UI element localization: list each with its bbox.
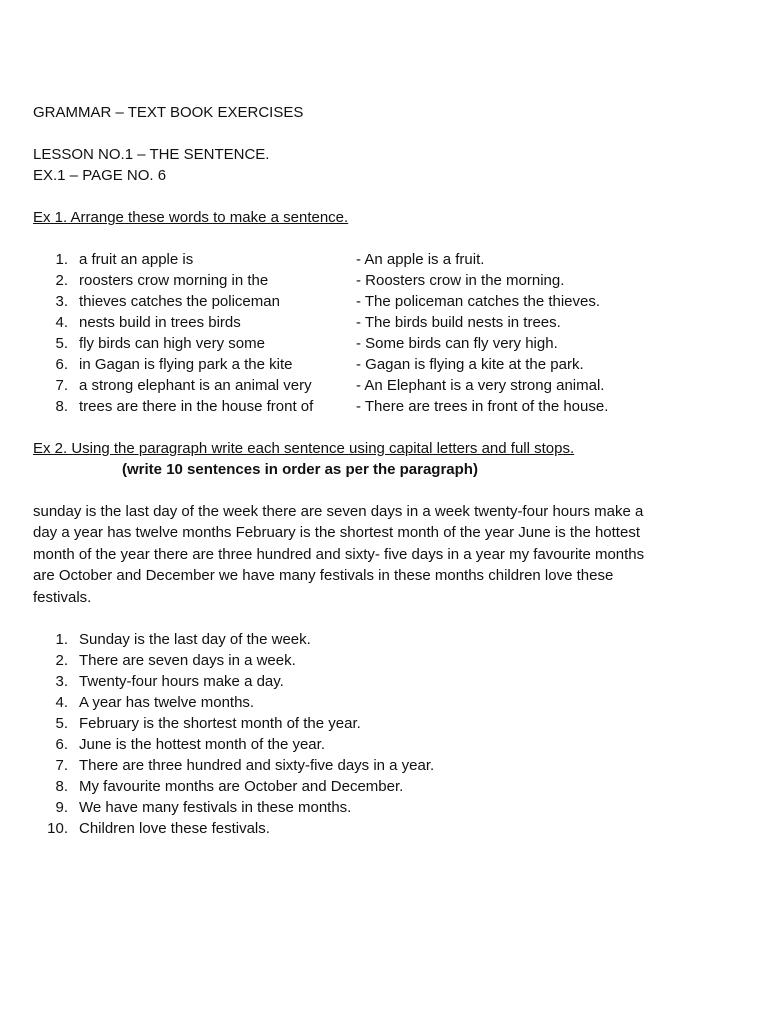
answer-sentence: My favourite months are October and December.	[79, 778, 404, 796]
paragraph-line: sunday is the last day of the week there are seven days in a week twenty-four hours make a	[33, 503, 644, 520]
item-number: 4.	[55, 314, 68, 331]
answer-sentence: Sunday is the last day of the week.	[79, 631, 311, 649]
item-number: 9.	[55, 799, 68, 817]
item-number: 2.	[55, 652, 68, 670]
ex1-item	[33, 270, 733, 291]
ex2-answer-item	[33, 776, 733, 797]
item-number: 6.	[55, 736, 68, 754]
ex2-subheading: (write 10 sentences in order as per the paragraph)	[122, 461, 478, 478]
ex2-answer-item	[33, 692, 733, 713]
ex2-paragraph	[33, 501, 643, 608]
paragraph-line: are October and December we have many festivals in these months children love these	[33, 567, 614, 585]
spacer	[33, 417, 733, 438]
jumbled-words: a strong elephant is an animal very	[79, 377, 312, 394]
spacer	[33, 480, 733, 501]
ex2-answer-item	[33, 713, 733, 734]
arranged-sentence: - The birds build nests in trees.	[356, 314, 561, 331]
ex2-answer-item	[33, 650, 733, 671]
answer-sentence: There are seven days in a week.	[79, 652, 296, 670]
item-number: 7.	[55, 757, 68, 775]
document-title: GRAMMAR – TEXT BOOK EXERCISES	[33, 104, 304, 121]
ex1-item	[33, 312, 733, 333]
item-number: 4.	[55, 694, 68, 712]
answer-sentence: Children love these festivals.	[79, 820, 270, 838]
item-number: 10.	[47, 820, 68, 838]
spacer	[33, 186, 733, 207]
arranged-sentence: - Some birds can fly very high.	[356, 335, 558, 352]
exercise-reference: EX.1 – PAGE NO. 6	[33, 167, 167, 184]
jumbled-words: fly birds can high very some	[79, 335, 265, 352]
item-number: 3.	[55, 673, 68, 691]
jumbled-words: in Gagan is flying park a the kite	[79, 356, 293, 373]
ex2-heading: Ex 2. Using the paragraph write each sentence using capital letters and full stops.	[33, 440, 575, 457]
item-number: 1.	[55, 631, 68, 649]
ex1-item	[33, 333, 733, 354]
jumbled-words: nests build in trees birds	[79, 314, 241, 331]
spacer	[33, 228, 733, 249]
ex2-answer-item	[33, 671, 733, 692]
ex1-list	[33, 249, 733, 417]
item-number: 2.	[55, 272, 68, 289]
arranged-sentence: - There are trees in front of the house.	[356, 398, 609, 415]
jumbled-words: thieves catches the policeman	[79, 293, 280, 310]
paragraph-line: day a year has twelve months February is the shortest month of the year June is the hottest	[33, 524, 640, 542]
ex2-answer-item	[33, 797, 733, 818]
jumbled-words: trees are there in the house front of	[79, 398, 314, 415]
paragraph-line: festivals.	[33, 588, 92, 606]
ex2-answer-item	[33, 755, 733, 776]
item-number: 8.	[55, 398, 68, 415]
ex1-item	[33, 375, 733, 396]
answer-sentence: There are three hundred and sixty-five days in a year.	[79, 757, 435, 775]
jumbled-words: roosters crow morning in the	[79, 272, 269, 289]
item-number: 7.	[55, 377, 68, 394]
item-number: 1.	[55, 251, 68, 268]
ex1-item	[33, 354, 733, 375]
answer-sentence: February is the shortest month of the year.	[79, 715, 361, 733]
item-number: 5.	[55, 715, 68, 733]
ex1-item	[33, 291, 733, 312]
answer-sentence: A year has twelve months.	[79, 694, 255, 712]
ex2-answer-item	[33, 629, 733, 650]
lesson-title: LESSON NO.1 – THE SENTENCE.	[33, 146, 270, 163]
ex1-item	[33, 396, 733, 417]
ex2-answer-item	[33, 818, 733, 839]
item-number: 5.	[55, 335, 68, 352]
arranged-sentence: - The policeman catches the thieves.	[356, 293, 601, 310]
ex1-heading: Ex 1. Arrange these words to make a sentence.	[33, 209, 349, 226]
answer-sentence: June is the hottest month of the year.	[79, 736, 325, 754]
answer-sentence: We have many festivals in these months.	[79, 799, 352, 817]
item-number: 6.	[55, 356, 68, 373]
document-page	[33, 102, 733, 839]
ex1-item	[33, 249, 733, 270]
arranged-sentence: - An Elephant is a very strong animal.	[356, 377, 605, 394]
jumbled-words: a fruit an apple is	[79, 251, 194, 268]
arranged-sentence: - Roosters crow in the morning.	[356, 272, 565, 289]
item-number: 8.	[55, 778, 68, 796]
arranged-sentence: - Gagan is flying a kite at the park.	[356, 356, 584, 373]
arranged-sentence: - An apple is a fruit.	[356, 251, 485, 268]
ex2-answer-list	[33, 629, 733, 839]
spacer	[33, 123, 733, 144]
ex2-answer-item	[33, 734, 733, 755]
item-number: 3.	[55, 293, 68, 310]
spacer	[33, 608, 733, 629]
answer-sentence: Twenty-four hours make a day.	[79, 673, 284, 691]
paragraph-line: month of the year there are three hundred and sixty- five days in a year my favourite months	[33, 545, 645, 563]
